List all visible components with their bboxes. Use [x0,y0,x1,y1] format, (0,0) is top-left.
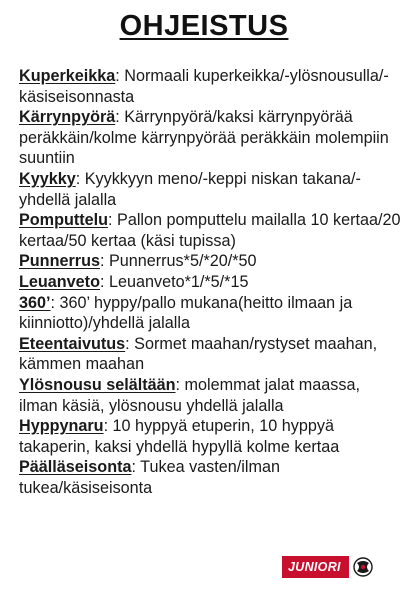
entry-term: Kuperkeikka [19,67,116,85]
entry-description: : Normaali kuperkeikka/-ylösnousulla/-käsiseisonnasta [19,67,389,106]
list-item [19,210,403,251]
entry-description: : Kyykkyyn meno/-keppi niskan takana/-yhdellä jalalla [19,169,361,209]
entry-description: : 360’ hyppy/pallo mukana(heitto ilmaan ja kiinniotto)/yhdellä jalalla [19,293,353,333]
page-title: OHJEISTUS [119,10,289,42]
entry-term: Leuanveto [19,272,100,291]
juniori-logo [282,554,386,580]
entry-term: 360’ [19,293,51,312]
list-item [19,272,403,293]
entry-term: Kärrynpyörä [19,108,116,127]
list-item [19,251,403,272]
entry-term: Eteentaivutus [19,334,126,353]
list-item [19,293,403,334]
logo-badge [282,556,349,578]
entry-description: : Leuanveto*1/*5/*15 [99,272,249,291]
entry-term: Punnerrus [19,252,100,271]
list-item [19,375,403,416]
entry-description: : Pallon pomputtelu mailalla 10 kertaa/20 kertaa/50 kertaa (käsi tupissa) [19,211,401,250]
entry-term: Kyykky [19,169,76,188]
entry-description: : molemmat jalat maassa, ilman käsiä, ylösnousu yhdellä jalalla [19,375,360,415]
list-item [19,169,403,210]
instruction-list [19,66,403,498]
entry-term: Päälläseisonta [19,458,132,477]
entry-term: Pomputtelu [19,211,109,230]
ball-icon [353,557,373,577]
list-item [19,457,403,498]
list-item [19,107,403,169]
entry-description: : 10 hyppyä etuperin, 10 hyppyä takaperin, kaksi yhdellä hypyllä kolme kertaa [19,417,340,456]
list-item [19,416,403,457]
entry-term: Ylösnousu selältään [19,375,176,394]
entry-description: : Sormet maahan/rystyset maahan, kämmen maahan [19,334,378,374]
entry-description: : Kärrynpyörä/kaksi kärrynpyörää peräkkäin/kolme kärrynpyörää peräkkäin molempiin suuntiin [19,108,389,168]
list-item [19,66,403,107]
entry-description: : Punnerrus*5/*20/*50 [99,252,257,271]
entry-description: : Tukea vasten/ilman tukea/käsiseisonta [19,458,280,497]
entry-term: Hyppynaru [19,417,104,436]
logo-text: JUNIORI [288,560,341,574]
list-item [19,334,403,375]
